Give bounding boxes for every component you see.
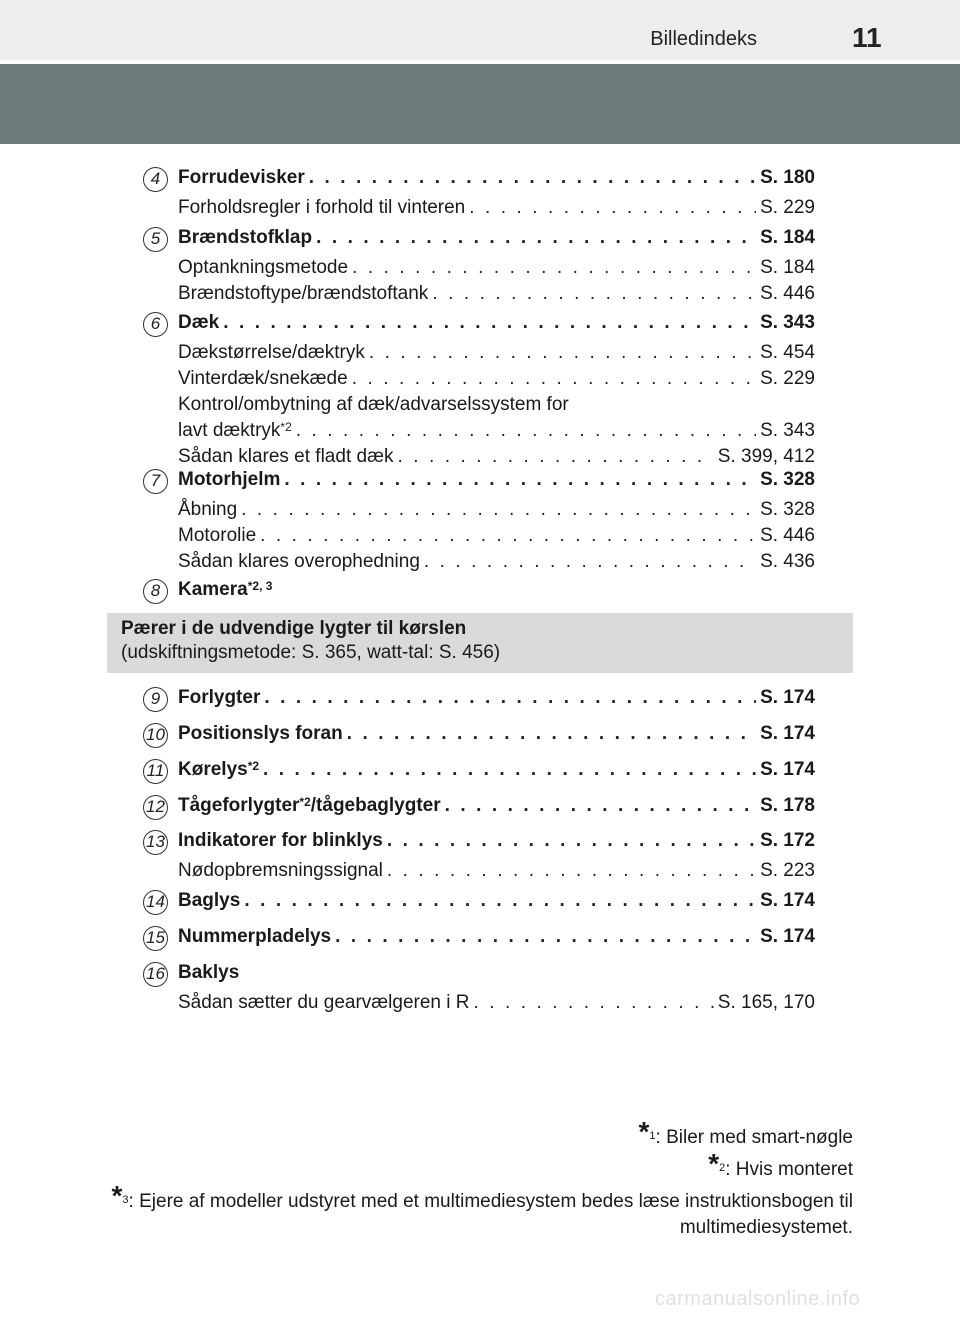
dot-leader (432, 281, 756, 307)
index-entry (0, 884, 960, 918)
page-reference: S. 229 (760, 368, 815, 389)
entry-subitem (178, 418, 815, 444)
item-number-badge: 9 (143, 687, 168, 712)
footnote-ref: *2 (247, 759, 260, 773)
footnote (93, 1180, 853, 1241)
index-entry (0, 824, 960, 884)
entry-text: Nummerpladelys (178, 926, 332, 947)
index-entry (0, 753, 960, 787)
entry-subitem (178, 340, 815, 366)
entry-heading (178, 824, 815, 858)
item-number-badge: 7 (143, 469, 168, 494)
footnote-mark: 3 (122, 1194, 129, 1206)
index-entry (0, 573, 960, 607)
dot-leader (352, 366, 756, 392)
entry-text: Forrudevisker (178, 167, 305, 188)
bulbs-section-subtitle: (udskiftningsmetode: S. 365, watt-tal: S. 456) (121, 642, 501, 663)
entry-text: Kørelys$^{*2}$ (178, 759, 260, 780)
dot-leader (335, 920, 756, 954)
entry-heading (178, 717, 815, 751)
page-reference: S. 184 (760, 257, 815, 278)
entry-text: Motorhjelm (178, 469, 281, 490)
footnote (93, 1148, 853, 1183)
entry-subitem (178, 990, 815, 1016)
entry-text: Optankningsmetode (178, 257, 349, 278)
entry-heading (178, 956, 815, 990)
entry-text: Motorolie (178, 525, 257, 546)
dot-leader (284, 463, 756, 497)
footnote-ref: *2 (299, 795, 311, 809)
page-reference: S. 178 (760, 795, 815, 816)
footnote-text: : Ejere af modeller udstyret med et multimediesystem bedes læse instruktionsbogen til multimediesystemet. (128, 1191, 853, 1238)
entry-text: Åbning (178, 499, 238, 520)
entry-text: Positionslys foran (178, 723, 343, 744)
dot-leader (424, 549, 756, 575)
entry-text: Kamera$^{*2, 3}$ (178, 579, 273, 600)
bulbs-section-box (107, 613, 853, 673)
index-entry (0, 681, 960, 715)
page-reference: S. 328 (760, 469, 815, 490)
entry-heading (178, 753, 815, 787)
entry-text: Sådan klares overophedning (178, 551, 420, 572)
entry-subitem (178, 549, 815, 575)
entry-text: Forlygter (178, 687, 261, 708)
page-reference: S. 174 (760, 926, 815, 947)
footnote-ref: *2 (280, 420, 292, 434)
index-entry (0, 789, 960, 823)
dot-leader (387, 858, 756, 884)
entry-heading (178, 463, 815, 497)
page-reference: S. 223 (760, 860, 815, 881)
index-entry (0, 463, 960, 575)
footnote-star: * (638, 1116, 650, 1147)
footnote (93, 1116, 853, 1151)
footnotes (93, 1116, 853, 1247)
entry-text: Baglys (178, 890, 241, 911)
item-number-badge: 12 (143, 795, 168, 820)
item-number-badge: 10 (143, 723, 168, 748)
footnote-star: * (708, 1148, 720, 1179)
index-entry (0, 956, 960, 1016)
entry-heading (178, 789, 815, 823)
bulbs-section-title: Pærer i de udvendige lygter til kørslen (121, 618, 467, 639)
index-entry (0, 161, 960, 221)
entry-heading (178, 161, 815, 195)
item-number-badge: 11 (143, 759, 168, 784)
item-number-badge: 16 (143, 962, 168, 987)
entry-heading (178, 221, 815, 255)
header-image-band (0, 64, 960, 144)
entry-heading (178, 573, 815, 607)
page-reference: S. 446 (760, 283, 815, 304)
dot-leader (474, 990, 714, 1016)
page-reference: S. 172 (760, 830, 815, 851)
dot-leader (469, 195, 756, 221)
page-reference: S. 229 (760, 197, 815, 218)
entry-subitem (178, 523, 815, 549)
entry-heading (178, 884, 815, 918)
item-number-badge: 14 (143, 890, 168, 915)
entry-text: Nødopbremsningssignal (178, 860, 383, 881)
footnote-mark: 2 (719, 1162, 726, 1174)
dot-leader (223, 306, 756, 340)
entry-subitem (178, 392, 815, 418)
footnote-text: : Hvis monteret (725, 1159, 853, 1180)
dot-leader (387, 824, 756, 858)
entry-text: Tågeforlygter$^{*2}$/tågebaglygter (178, 795, 441, 816)
watermark: carmanualsonline.info (655, 1288, 861, 1310)
entry-text: Dækstørrelse/dæktryk (178, 342, 365, 363)
entry-text: Dæk (178, 312, 220, 333)
page-reference: S. 454 (760, 342, 815, 363)
page-reference: S. 174 (760, 759, 815, 780)
page-reference: S. 174 (760, 723, 815, 744)
item-number-badge: 6 (143, 312, 168, 337)
item-number-badge: 4 (143, 167, 168, 192)
entry-text: Baklys (178, 962, 240, 983)
entry-text: Vinterdæk/snekæde (178, 368, 348, 389)
page-reference: S. 328 (760, 499, 815, 520)
dot-leader (369, 340, 756, 366)
footnote-star: * (111, 1180, 123, 1211)
dot-leader (352, 255, 756, 281)
footnote-ref: *2, 3 (247, 579, 273, 593)
entry-subitem (178, 281, 815, 307)
dot-leader (241, 497, 756, 523)
dot-leader (263, 753, 756, 787)
dot-leader (316, 221, 756, 255)
page-reference: S. 184 (760, 227, 815, 248)
item-number-badge: 15 (143, 926, 168, 951)
item-number-badge: 5 (143, 227, 168, 252)
entry-text: Sådan sætter du gearvælgeren i R (178, 992, 470, 1013)
entry-text: Forholdsregler i forhold til vinteren (178, 197, 466, 218)
page-reference: S. 165, 170 (717, 992, 815, 1013)
page-reference: S. 343 (760, 312, 815, 333)
dot-leader (296, 418, 756, 444)
page-reference: S. 343 (760, 420, 815, 441)
entry-subitem (178, 366, 815, 392)
index-entry (0, 717, 960, 751)
page-reference: S. 174 (760, 687, 815, 708)
entry-heading (178, 920, 815, 954)
entry-text: Kontrol/ombytning af dæk/advarselssystem for (178, 394, 569, 415)
entry-text: Indikatorer for blinklys (178, 830, 383, 851)
dot-leader (244, 884, 756, 918)
section-title: Billedindeks (650, 28, 757, 50)
page-reference: S. 436 (760, 551, 815, 572)
entry-heading (178, 681, 815, 715)
footnote-mark: 1 (649, 1130, 656, 1142)
item-number-badge: 13 (143, 830, 168, 855)
page-reference: S. 446 (760, 525, 815, 546)
entry-subitem (178, 255, 815, 281)
entry-subitem (178, 497, 815, 523)
index-entry (0, 221, 960, 307)
page-reference: S. 180 (760, 167, 815, 188)
index-entry (0, 306, 960, 470)
page-reference: S. 399, 412 (717, 446, 815, 467)
entry-text: Sådan klares et fladt dæk (178, 446, 394, 467)
entry-text: Brændstofklap (178, 227, 313, 248)
dot-leader (347, 717, 756, 751)
page-header (0, 0, 960, 60)
dot-leader (445, 789, 756, 823)
dot-leader (260, 523, 756, 549)
entry-text: lavt dæktryk$^{*2}$ (178, 420, 292, 441)
item-number-badge: 8 (143, 579, 168, 604)
dot-leader (264, 681, 756, 715)
entry-subitem (178, 195, 815, 221)
entry-heading (178, 306, 815, 340)
page-reference: S. 174 (760, 890, 815, 911)
entry-subitem (178, 858, 815, 884)
index-entry (0, 920, 960, 954)
entry-text: Brændstoftype/brændstoftank (178, 283, 429, 304)
dot-leader (309, 161, 756, 195)
page-number: 11 (852, 22, 882, 53)
footnote-text: : Biler med smart-nøgle (655, 1127, 853, 1148)
